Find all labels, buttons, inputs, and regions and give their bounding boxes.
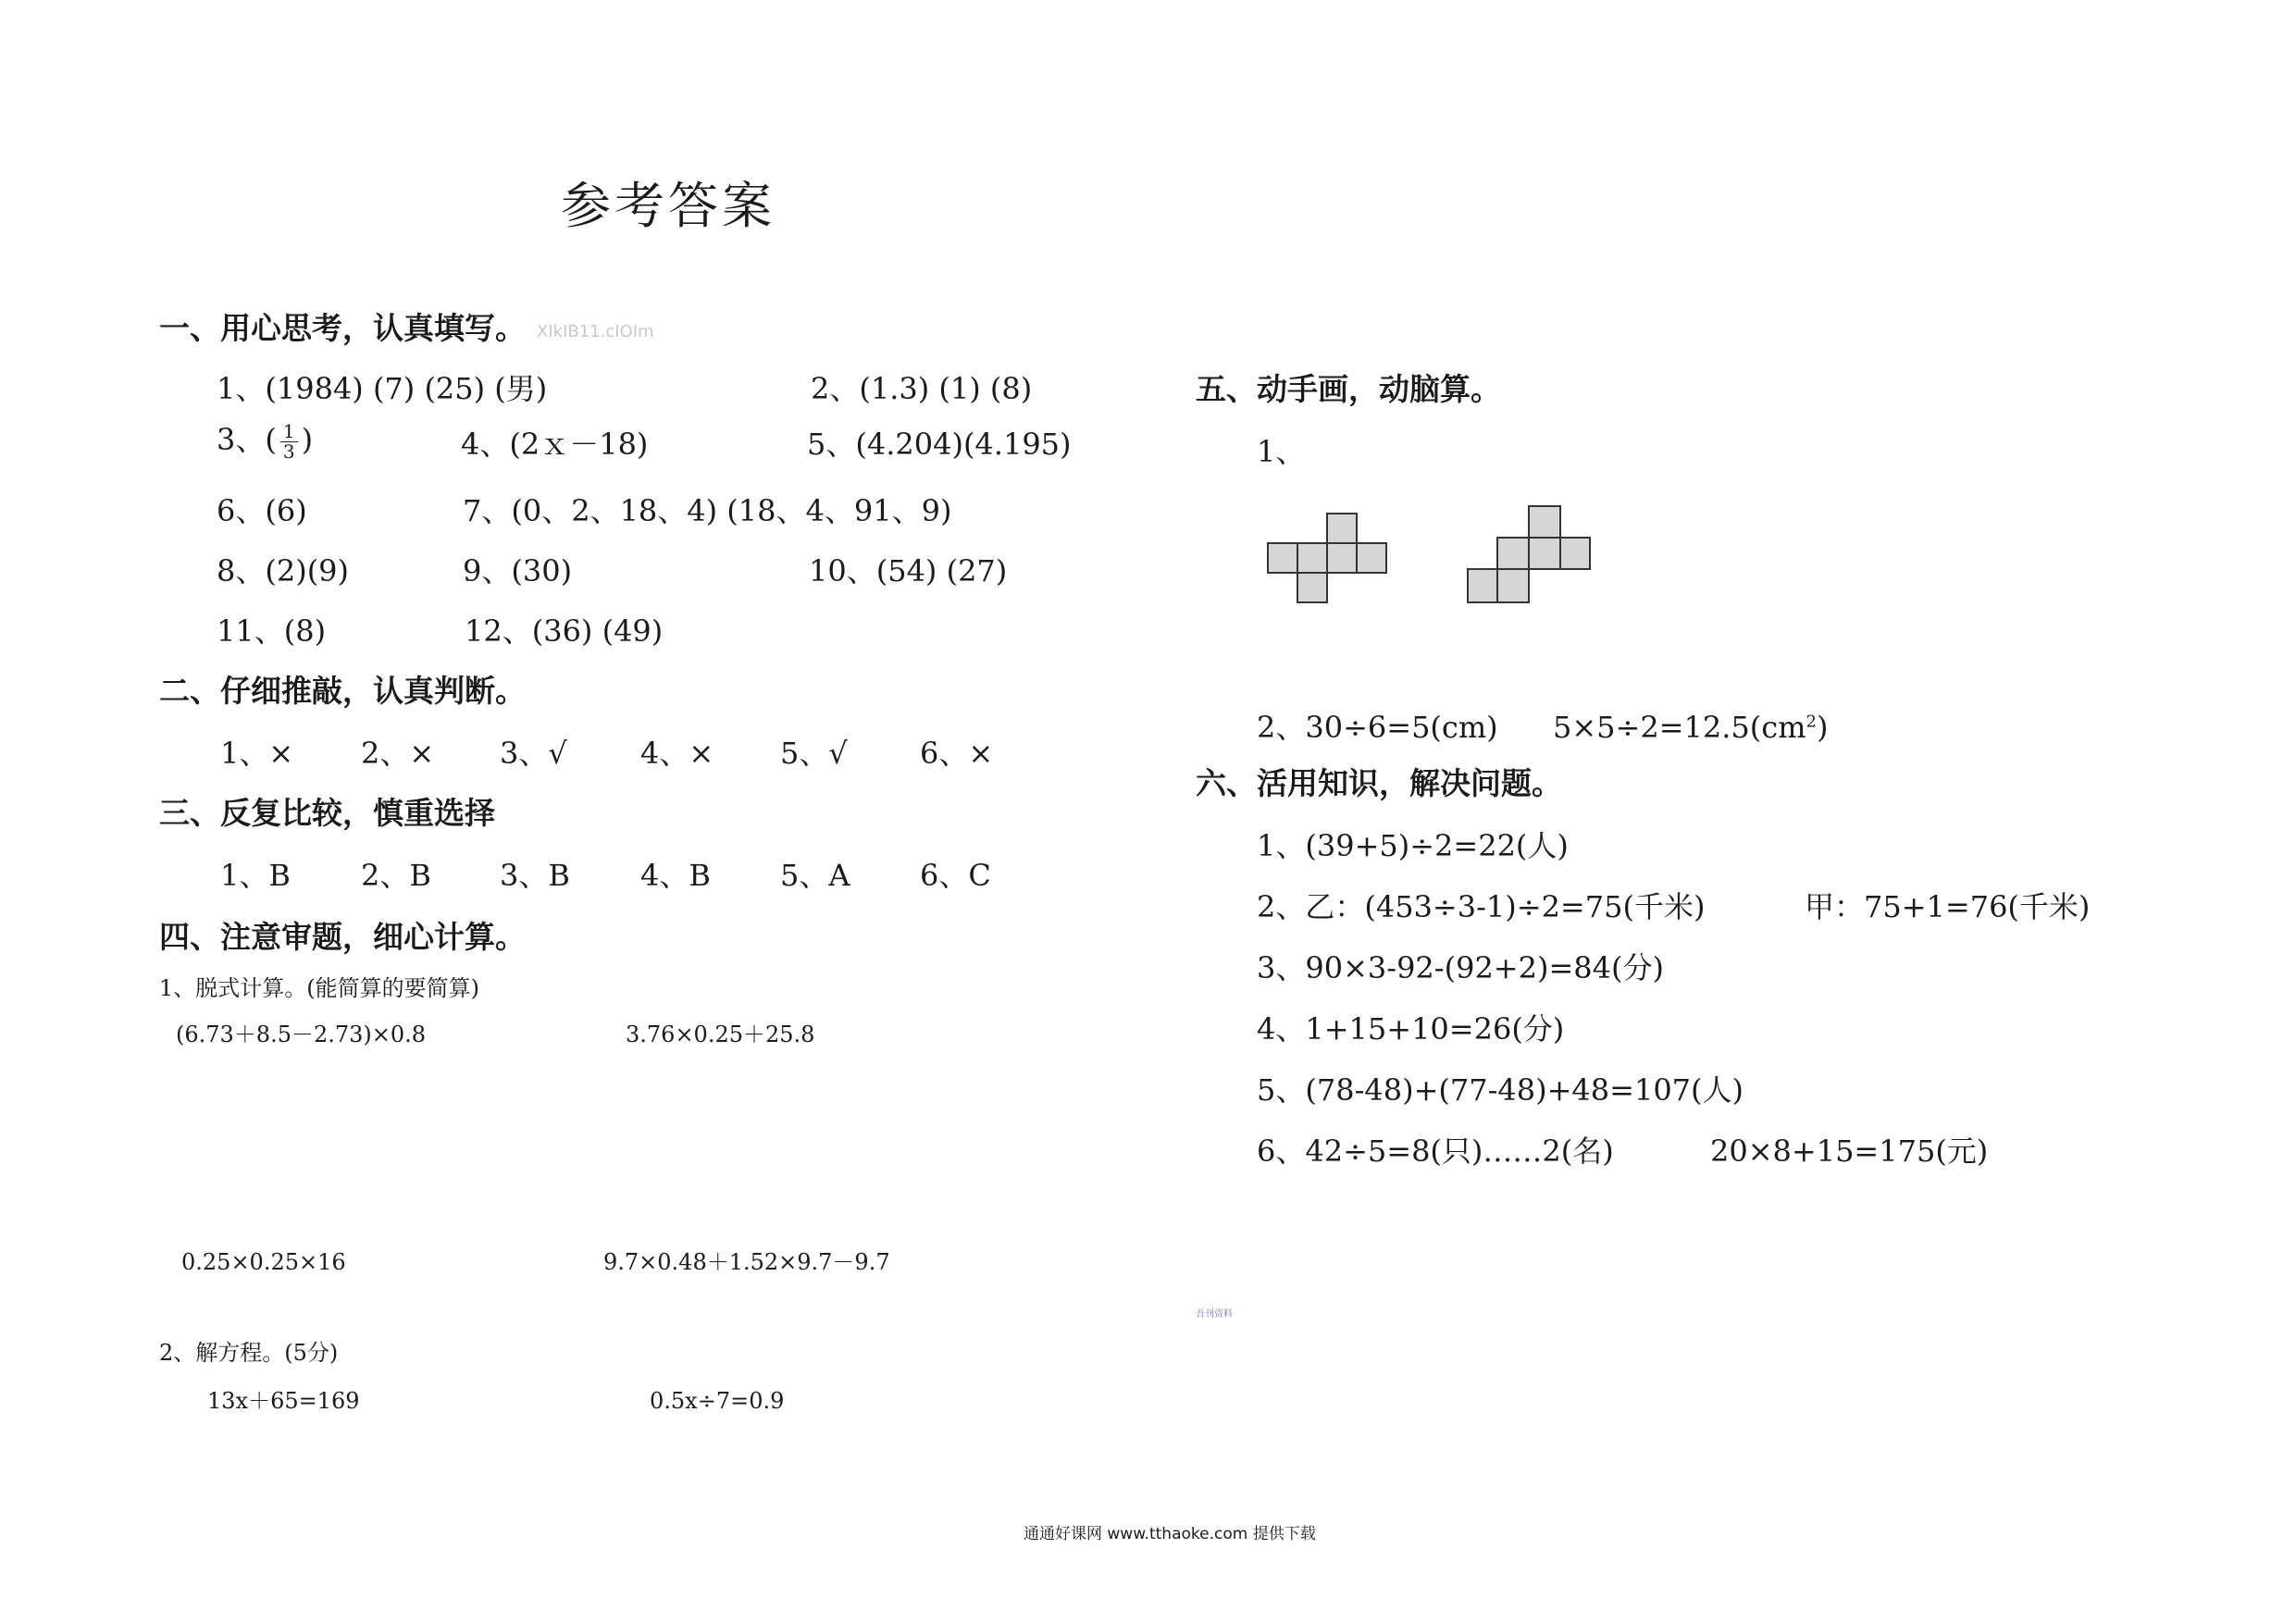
s2-item-6: 6、× — [920, 736, 994, 771]
net1-cell — [1357, 543, 1386, 573]
section-6-heading: 六、活用知识，解决问题。 — [1196, 765, 1562, 801]
s6-answer-1: 1、(39+5)÷2=22(人) — [1257, 828, 1569, 863]
s1-answer-8: 8、(2)(9) — [217, 553, 350, 588]
fraction-denominator: 3 — [282, 440, 295, 463]
section-5-heading: 五、动手画，动脑算。 — [1196, 371, 1501, 407]
s3-item-6: 6、C — [920, 858, 991, 893]
s1-answer-7: 7、(0、2、18、4) (18、4、91、9) — [463, 493, 952, 528]
s3-item-3: 3、B — [500, 858, 570, 893]
s6-answer-4: 4、1+15+10=26(分) — [1257, 1011, 1565, 1047]
s2-item-1: 1、× — [220, 736, 294, 771]
s1-answer-3-suffix: ) — [301, 422, 314, 457]
net2-cell — [1529, 538, 1560, 569]
s1-answer-11: 11、(8) — [217, 613, 327, 649]
s6-answer-3: 3、90×3-92-(92+2)=84(分) — [1257, 950, 1664, 985]
net1-cell — [1268, 543, 1297, 573]
s1-answer-3 — [217, 422, 313, 462]
s5-question-2-area: 2、30÷6=5(cm) — [1257, 710, 1498, 745]
net1-cell — [1297, 573, 1327, 602]
section-2-heading: 二、仔细推敲，认真判断。 — [159, 673, 526, 709]
s5-question-2-triangle-close: ) — [1816, 710, 1829, 745]
s3-item-5: 5、A — [780, 858, 850, 893]
cube-net-figure-2 — [1466, 503, 1592, 611]
s6-answer-6-b: 20×8+15=175(元) — [1710, 1134, 1989, 1169]
s2-item-3: 3、√ — [500, 736, 567, 771]
s4-subheading-1: 1、脱式计算。(能简算的要简算) — [159, 975, 479, 1001]
squared-superscript: 2 — [1806, 712, 1817, 732]
s5-question-2-triangle-expr: 5×5÷2=12.5(cm — [1553, 710, 1806, 745]
s1-answer-10: 10、(54) (27) — [809, 553, 1008, 588]
s3-item-1: 1、B — [220, 858, 291, 893]
s1-answer-4: 4、(2ｘ－18) — [461, 427, 649, 462]
net2-cell — [1560, 538, 1590, 569]
s4-expression-4: 9.7×0.48＋1.52×9.7－9.7 — [603, 1249, 890, 1275]
section-4-heading: 四、注意审题，细心计算。 — [159, 919, 526, 955]
s6-answer-5: 5、(78-48)+(77-48)+48=107(人) — [1257, 1072, 1744, 1108]
s1-answer-2: 2、(1.3) (1) (8) — [811, 371, 1033, 406]
s4-subheading-2: 2、解方程。(5分) — [159, 1340, 339, 1366]
cube-net-figure-1 — [1264, 511, 1390, 614]
net2-cell — [1497, 538, 1529, 569]
s6-answer-2-yi: 2、乙：(453÷3-1)÷2=75(千米) — [1257, 889, 1706, 924]
s1-answer-9: 9、(30) — [463, 553, 573, 588]
footer-credit: 通通好课网 www.tthaoke.com 提供下载 — [1024, 1525, 1316, 1543]
net1-cell — [1327, 514, 1357, 543]
s4-equation-1: 13x＋65=169 — [207, 1388, 360, 1414]
s2-item-2: 2、× — [361, 736, 435, 771]
s2-item-4: 4、× — [640, 736, 714, 771]
s6-answer-2-jia: 甲：75+1=76(千米) — [1805, 889, 2091, 924]
s1-answer-3-prefix: 3、( — [217, 422, 277, 457]
net2-cell — [1497, 569, 1529, 602]
watermark-text: XIkIB11.cIOIm — [537, 322, 654, 341]
s5-question-1: 1、 — [1257, 434, 1306, 469]
net1-cell — [1327, 543, 1357, 573]
net1-cell — [1297, 543, 1327, 573]
s4-equation-2: 0.5x÷7=0.9 — [650, 1388, 785, 1414]
s4-expression-1: (6.73＋8.5－2.73)×0.8 — [176, 1022, 427, 1047]
s1-answer-1: 1、(1984) (7) (25) (男) — [217, 371, 548, 406]
net2-cell — [1468, 569, 1497, 602]
fraction-numerator: 1 — [280, 422, 298, 442]
section-3-heading: 三、反复比较，慎重选择 — [159, 795, 495, 831]
s5-question-2-triangle — [1553, 710, 1829, 745]
s3-item-4: 4、B — [640, 858, 711, 893]
net2-cell — [1529, 506, 1560, 538]
s3-item-2: 2、B — [361, 858, 431, 893]
page-title: 参考答案 — [561, 177, 776, 235]
s4-expression-2: 3.76×0.25＋25.8 — [626, 1022, 815, 1047]
s1-answer-5: 5、(4.204)(4.195) — [807, 427, 1072, 462]
s2-item-5: 5、√ — [780, 736, 848, 771]
s1-answer-6: 6、(6) — [217, 493, 307, 528]
center-mark: 吾刊资料 — [1196, 1309, 1233, 1319]
section-1-heading: 一、用心思考，认真填写。 — [159, 310, 526, 346]
s4-expression-3: 0.25×0.25×16 — [181, 1249, 346, 1275]
s6-answer-6-a: 6、42÷5=8(只)……2(名) — [1257, 1134, 1614, 1169]
s1-answer-12: 12、(36) (49) — [465, 613, 664, 649]
fraction-one-third — [280, 422, 298, 462]
